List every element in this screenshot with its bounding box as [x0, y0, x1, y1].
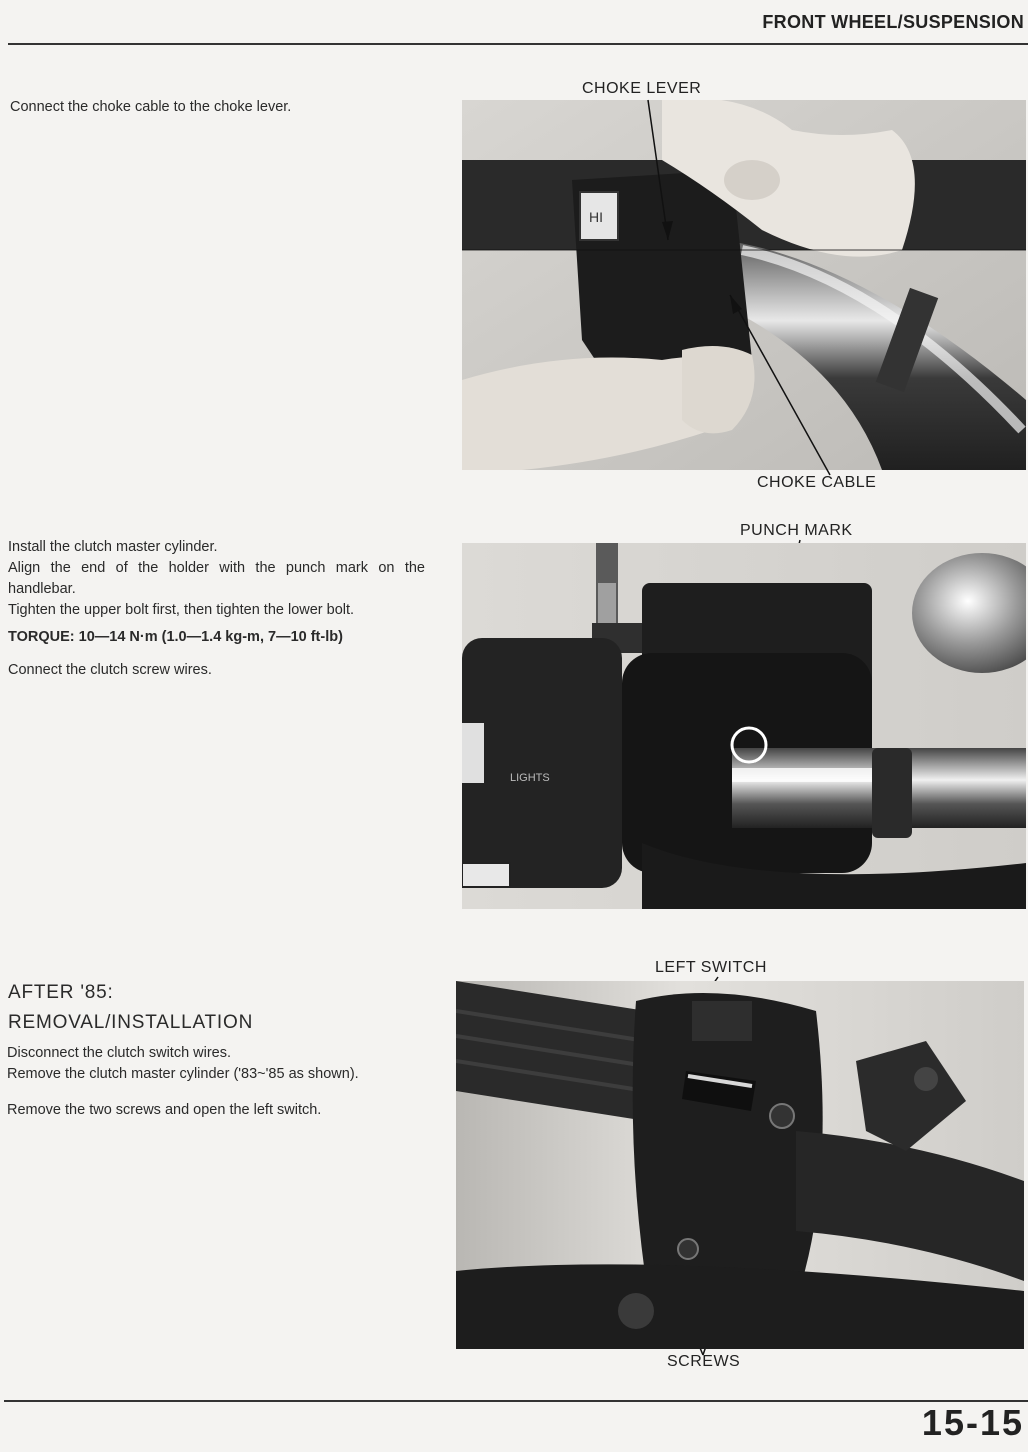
- left-switch-instructions: [7, 1043, 422, 1121]
- left-switch-photo: [456, 981, 1024, 1349]
- clutch-install-instructions: [8, 537, 425, 681]
- choke-lever-label: CHOKE LEVER: [582, 80, 702, 97]
- page-number: 15-15: [921, 1402, 1024, 1443]
- instruction-line: Align the end of the holder with the punch mark on the handlebar.: [8, 560, 425, 597]
- instruction-line: Install the clutch master cylinder.: [8, 539, 218, 555]
- instruction-line: Tighten the upper bolt first, then tighten the lower bolt.: [8, 602, 355, 618]
- section-heading: [8, 978, 428, 1038]
- choke-instruction: Connect the choke cable to the choke lever.: [10, 99, 292, 115]
- heading-removal-installation: REMOVAL/INSTALLATION: [8, 1012, 254, 1033]
- page-header-title: FRONT WHEEL/SUSPENSION: [762, 12, 1024, 32]
- screws-label: SCREWS: [667, 1353, 741, 1370]
- heading-after-85: AFTER '85:: [8, 982, 114, 1003]
- instruction-line: Disconnect the clutch switch wires.: [7, 1045, 232, 1061]
- svg-text:LIGHTS: LIGHTS: [510, 772, 550, 784]
- instruction-line: Remove the clutch master cylinder ('83~'85 as shown).: [7, 1066, 359, 1082]
- choke-cable-label: CHOKE CABLE: [757, 474, 877, 491]
- svg-text:HI: HI: [589, 209, 603, 225]
- clutch-cylinder-photo: [462, 543, 1026, 909]
- instruction-line: Remove the two screws and open the left switch.: [7, 1102, 322, 1118]
- instruction-line: Connect the clutch screw wires.: [8, 662, 212, 678]
- footer-rule: [4, 1400, 1028, 1402]
- left-switch-label: LEFT SWITCH: [655, 959, 767, 976]
- torque-spec: TORQUE: 10—14 N·m (1.0—1.4 kg-m, 7—10 ft-lb): [8, 629, 343, 645]
- punch-mark-label: PUNCH MARK: [740, 522, 853, 539]
